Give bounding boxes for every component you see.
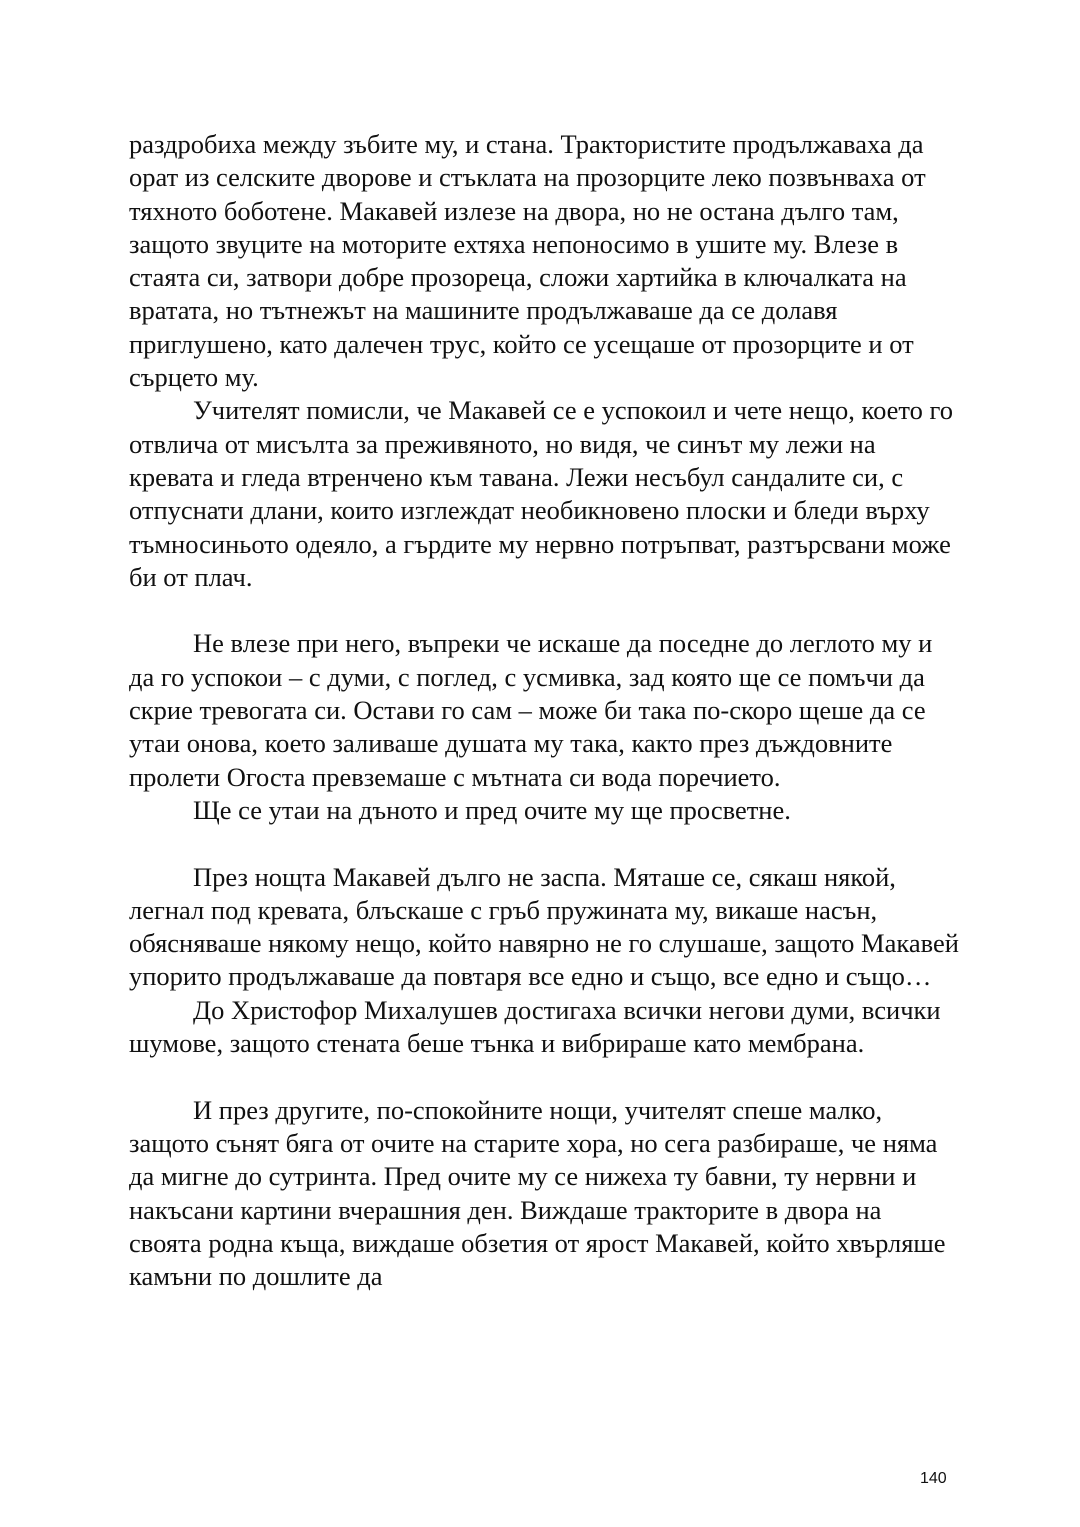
paragraph-gap xyxy=(129,594,959,627)
paragraph: Учителят помисли, че Макавей се е успокоил и чете нещо, което го отвлича от мисълта за преживяното, но видя, че синът му лежи на кревата и гледа втренчено към тавана. Лежи несъбул сандалите си, с отпуснати длани, които изглеждат необикновено плоски и бледи върху тъмносиньото одеяло, а гърдите му нервно потръпват, разтърсвани може би от плач. xyxy=(129,395,953,592)
paragraph-gap xyxy=(129,827,959,860)
paragraph: До Христофор Михалушев достигаха всички негови думи, всички шумове, защото стената беше тънка и вибрираше като мембрана. xyxy=(129,994,941,1059)
body-text xyxy=(129,128,959,1293)
paragraph-gap xyxy=(129,1060,959,1093)
paragraph: Не влезе при него, въпреки че искаше да поседне до леглото му и да го успокои – с думи, с поглед, с усмивка, зад която ще се помъчи да скрие тревогата си. Остави го сам – може би така по-скоро щеше да се утаи онова, което заливаше душата му така, както през дъждовните пролети Огоста превземаше с мътната си вода поречието. xyxy=(129,628,933,792)
page-number: 140 xyxy=(920,1470,947,1487)
paragraph: раздробиха между зъбите му, и стана. Трактористите продължаваха да орат из селските дворове и стъклата на прозорците леко позвънваха от тяхното боботене. Макавей излезе на двора, но не остана дълго там, защото звуците на моторите ехтяха непоносимо в ушите му. Влезе в стаята си, затвори добре прозореца, сложи хартийка в ключалката на вратата, но тътнежът на машините продължаваше да се долавя приглушено, като далечен трус, който се усещаше от прозорците и от сърцето му. xyxy=(129,129,926,393)
paragraph: И през другите, по-спокойните нощи, учителят спеше малко, защото сънят бяга от очите на старите хора, но сега разбираше, че няма да мигне до сутринта. Пред очите му се нижеха ту бавни, ту нервни и накъсани картини вчерашния ден. Виждаше тракторите в двора на своята родна къща, виждаше обзетия от ярост Макавей, който хвърляше камъни по дошлите да xyxy=(129,1094,946,1292)
paragraph: През нощта Макавей дълго не заспа. Мяташе се, сякаш някой, легнал под кревата, блъскаше с гръб пружината му, викаше насън, обясняваше някому нещо, който навярно не го слушаше, защото Макавей упорито продължаваше да повтаря все едно и също, все едно и също… xyxy=(129,861,959,992)
paragraph: Ще се утаи на дъното и пред очите му ще просветне. xyxy=(193,794,791,825)
